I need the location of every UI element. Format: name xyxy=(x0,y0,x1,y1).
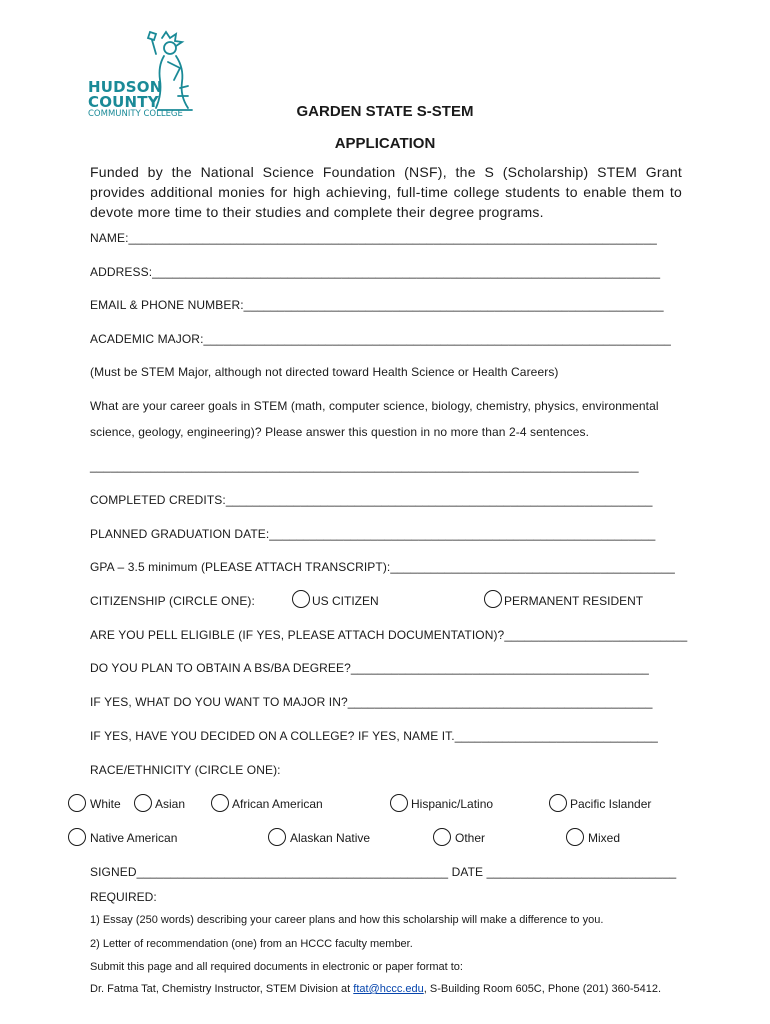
native-american-label: Native American xyxy=(90,831,178,845)
document-subtitle: APPLICATION xyxy=(334,135,436,152)
us-citizen-radio[interactable] xyxy=(292,590,310,608)
name-field[interactable]: NAME:______________________________________________________________________________ xyxy=(90,231,657,245)
mixed-radio[interactable] xyxy=(566,828,584,846)
citizenship-label: CITIZENSHIP (CIRCLE ONE): xyxy=(90,594,255,608)
pacific-islander-label: Pacific Islander xyxy=(570,797,652,811)
permanent-resident-radio[interactable] xyxy=(484,590,502,608)
hispanic-latino-label: Hispanic/Latino xyxy=(411,797,494,811)
asian-radio[interactable] xyxy=(134,794,152,812)
african-american-radio[interactable] xyxy=(211,794,229,812)
intro-paragraph: Funded by the National Science Foundation (NSF), the S (Scholarship) STEM Grant provides additional monies for high achieving, full-time college students to enable them to devote more time to their studies and complete their degree programs. xyxy=(90,164,682,220)
white-label: White xyxy=(90,797,121,811)
race-ethnicity-label: RACE/ETHNICITY (CIRCLE ONE): xyxy=(90,763,281,777)
graduation-date-field[interactable]: PLANNED GRADUATION DATE:_________________________________________________________ xyxy=(90,527,656,541)
college-field[interactable]: IF YES, HAVE YOU DECIDED ON A COLLEGE? IF YES, NAME IT.______________________________ xyxy=(90,729,658,743)
contact-email-link[interactable]: ftat@hccc.edu xyxy=(353,983,424,995)
other-radio[interactable] xyxy=(433,828,451,846)
contact-suffix: , S-Building Room 605C, Phone (201) 360-5412. xyxy=(423,983,662,995)
submit-instructions: Submit this page and all required documents in electronic or paper format to: xyxy=(90,961,463,973)
document-title: GARDEN STATE S-STEM xyxy=(296,103,474,120)
major-in-field[interactable]: IF YES, WHAT DO YOU WANT TO MAJOR IN?_____________________________________________ xyxy=(90,695,653,709)
us-citizen-label: US CITIZEN xyxy=(312,594,379,608)
native-american-radio[interactable] xyxy=(68,828,86,846)
logo-line-2: COUNTY xyxy=(88,93,159,111)
signature-date-field[interactable]: SIGNED______________________________________________ DATE ____________________________ xyxy=(90,865,677,879)
address-field[interactable]: ADDRESS:___________________________________________________________________________ xyxy=(90,265,661,279)
mixed-label: Mixed xyxy=(588,831,621,845)
academic-major-field[interactable]: ACADEMIC MAJOR:_____________________________________________________________________ xyxy=(90,332,671,346)
pacific-islander-radio[interactable] xyxy=(549,794,567,812)
email-phone-field[interactable]: EMAIL & PHONE NUMBER:______________________________________________________________ xyxy=(90,298,664,312)
bsba-degree-field[interactable]: DO YOU PLAN TO OBTAIN A BS/BA DEGREE?____________________________________________ xyxy=(90,661,649,675)
contact-prefix: Dr. Fatma Tat, Chemistry Instructor, STEM Division at xyxy=(90,983,354,995)
permanent-resident-label: PERMANENT RESIDENT xyxy=(504,594,644,608)
required-label: REQUIRED: xyxy=(90,890,157,904)
gpa-field[interactable]: GPA – 3.5 minimum (PLEASE ATTACH TRANSCRIPT):__________________________________________ xyxy=(90,560,675,574)
completed-credits-field[interactable]: COMPLETED CREDITS:_______________________________________________________________ xyxy=(90,493,653,507)
african-american-label: African American xyxy=(232,797,323,811)
white-radio[interactable] xyxy=(68,794,86,812)
alaskan-native-label: Alaskan Native xyxy=(290,831,371,845)
career-answer-line[interactable]: _________________________________________________________________________________ xyxy=(90,459,639,473)
hispanic-latino-radio[interactable] xyxy=(390,794,408,812)
career-question-line-1: What are your career goals in STEM (math, computer science, biology, chemistry, physics, environmental xyxy=(90,399,659,413)
major-note: (Must be STEM Major, although not directed toward Health Science or Health Careers) xyxy=(90,365,559,379)
other-label: Other xyxy=(455,831,486,845)
required-item-letter: 2) Letter of recommendation (one) from an HCCC faculty member. xyxy=(90,938,413,950)
logo-line-1: HUDSON xyxy=(88,78,163,96)
required-item-essay: 1) Essay (250 words) describing your career plans and how this scholarship will make a difference to you. xyxy=(90,914,604,926)
logo-line-3: COMMUNITY COLLEGE xyxy=(88,109,183,119)
alaskan-native-radio[interactable] xyxy=(268,828,286,846)
career-question-line-2: science, geology, engineering)? Please answer this question in no more than 2-4 sentences. xyxy=(90,425,590,439)
contact-line xyxy=(90,983,661,995)
asian-label: Asian xyxy=(155,797,186,811)
pell-eligible-field[interactable]: ARE YOU PELL ELIGIBLE (IF YES, PLEASE ATTACH DOCUMENTATION)?___________________________ xyxy=(90,628,688,642)
